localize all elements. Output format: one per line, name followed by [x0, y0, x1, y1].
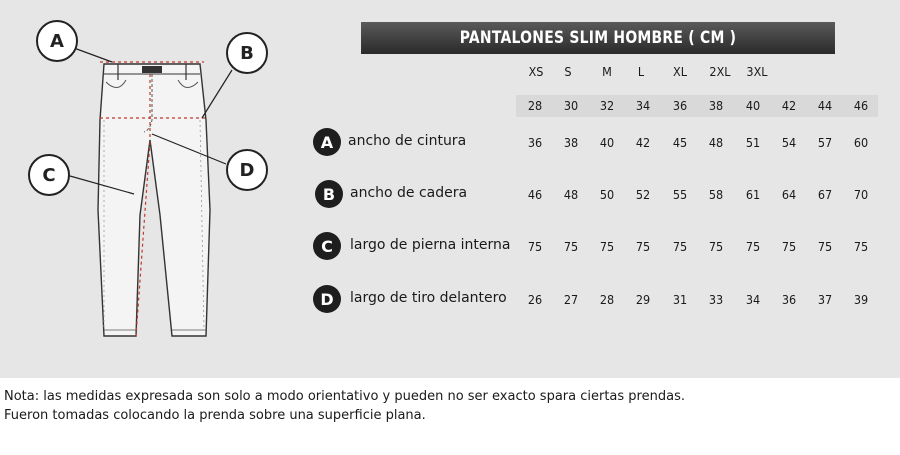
- size-number: 44: [817, 98, 833, 113]
- table-cell: 57: [817, 135, 833, 150]
- table-cell: 52: [635, 187, 651, 202]
- table-cell: 31: [672, 292, 688, 307]
- size-number: 34: [635, 98, 651, 113]
- table-cell: 36: [527, 135, 543, 150]
- table-cell: 64: [781, 187, 797, 202]
- size-label: 2XL: [709, 64, 731, 79]
- size-label: L: [637, 64, 645, 79]
- size-number: 40: [745, 98, 761, 113]
- badge-b-icon: B: [315, 180, 343, 208]
- size-number: 36: [672, 98, 688, 113]
- table-cell: 28: [599, 292, 615, 307]
- table-cell: 40: [599, 135, 615, 150]
- table-cell: 54: [781, 135, 797, 150]
- row-label-waist: ancho de cintura: [348, 133, 467, 149]
- size-label: M: [602, 64, 612, 79]
- table-cell: 36: [781, 292, 797, 307]
- table-cell: 42: [635, 135, 651, 150]
- table-cell: 75: [781, 239, 797, 254]
- chart-title-bar: [361, 22, 835, 54]
- table-cell: 33: [708, 292, 724, 307]
- table-cell: 45: [672, 135, 688, 150]
- table-cell: 75: [745, 239, 761, 254]
- badge-c-icon: C: [313, 232, 341, 260]
- table-cell: 75: [599, 239, 615, 254]
- row-label-rise: largo de tiro delantero: [350, 290, 507, 306]
- size-number: 32: [599, 98, 615, 113]
- table-cell: 34: [745, 292, 761, 307]
- table-cell: 75: [635, 239, 651, 254]
- callout-d-icon: D: [226, 149, 268, 191]
- table-cell: 67: [817, 187, 833, 202]
- table-cell: 60: [853, 135, 869, 150]
- size-number: 28: [527, 98, 543, 113]
- table-cell: 58: [708, 187, 724, 202]
- size-number: 42: [781, 98, 797, 113]
- table-cell: 75: [527, 239, 543, 254]
- table-cell: 75: [672, 239, 688, 254]
- callout-a-icon: A: [36, 20, 78, 62]
- table-cell: 48: [563, 187, 579, 202]
- row-label-inseam: largo de pierna interna: [350, 237, 511, 253]
- note-line-2: Fueron tomadas colocando la prenda sobre una superficie plana.: [4, 408, 426, 423]
- table-cell: 75: [563, 239, 579, 254]
- table-cell: 29: [635, 292, 651, 307]
- badge-a-icon: A: [313, 128, 341, 156]
- note-line-1: Nota: las medidas expresada son solo a modo orientativo y pueden no ser exacto spara ciertas prendas.: [4, 389, 685, 404]
- table-cell: 26: [527, 292, 543, 307]
- table-cell: 55: [672, 187, 688, 202]
- table-cell: 37: [817, 292, 833, 307]
- table-cell: 61: [745, 187, 761, 202]
- callout-b-icon: B: [226, 32, 268, 74]
- badge-d-icon: D: [313, 285, 341, 313]
- size-label: S: [564, 64, 572, 79]
- callout-c-icon: C: [28, 154, 70, 196]
- row-label-hip: ancho de cadera: [350, 185, 468, 201]
- table-cell: 75: [817, 239, 833, 254]
- chart-title: PANTALONES SLIM HOMBRE ( CM ): [459, 28, 737, 48]
- table-cell: 39: [853, 292, 869, 307]
- table-cell: 27: [563, 292, 579, 307]
- size-number: 30: [563, 98, 579, 113]
- size-number: 46: [853, 98, 869, 113]
- table-cell: 75: [853, 239, 869, 254]
- size-label: XL: [673, 64, 687, 79]
- table-cell: 51: [745, 135, 761, 150]
- table-cell: 38: [563, 135, 579, 150]
- table-cell: 48: [708, 135, 724, 150]
- size-label: XS: [528, 64, 544, 79]
- table-cell: 70: [853, 187, 869, 202]
- table-cell: 46: [527, 187, 543, 202]
- table-cell: 75: [708, 239, 724, 254]
- size-number: 38: [708, 98, 724, 113]
- size-label: 3XL: [746, 64, 768, 79]
- table-cell: 50: [599, 187, 615, 202]
